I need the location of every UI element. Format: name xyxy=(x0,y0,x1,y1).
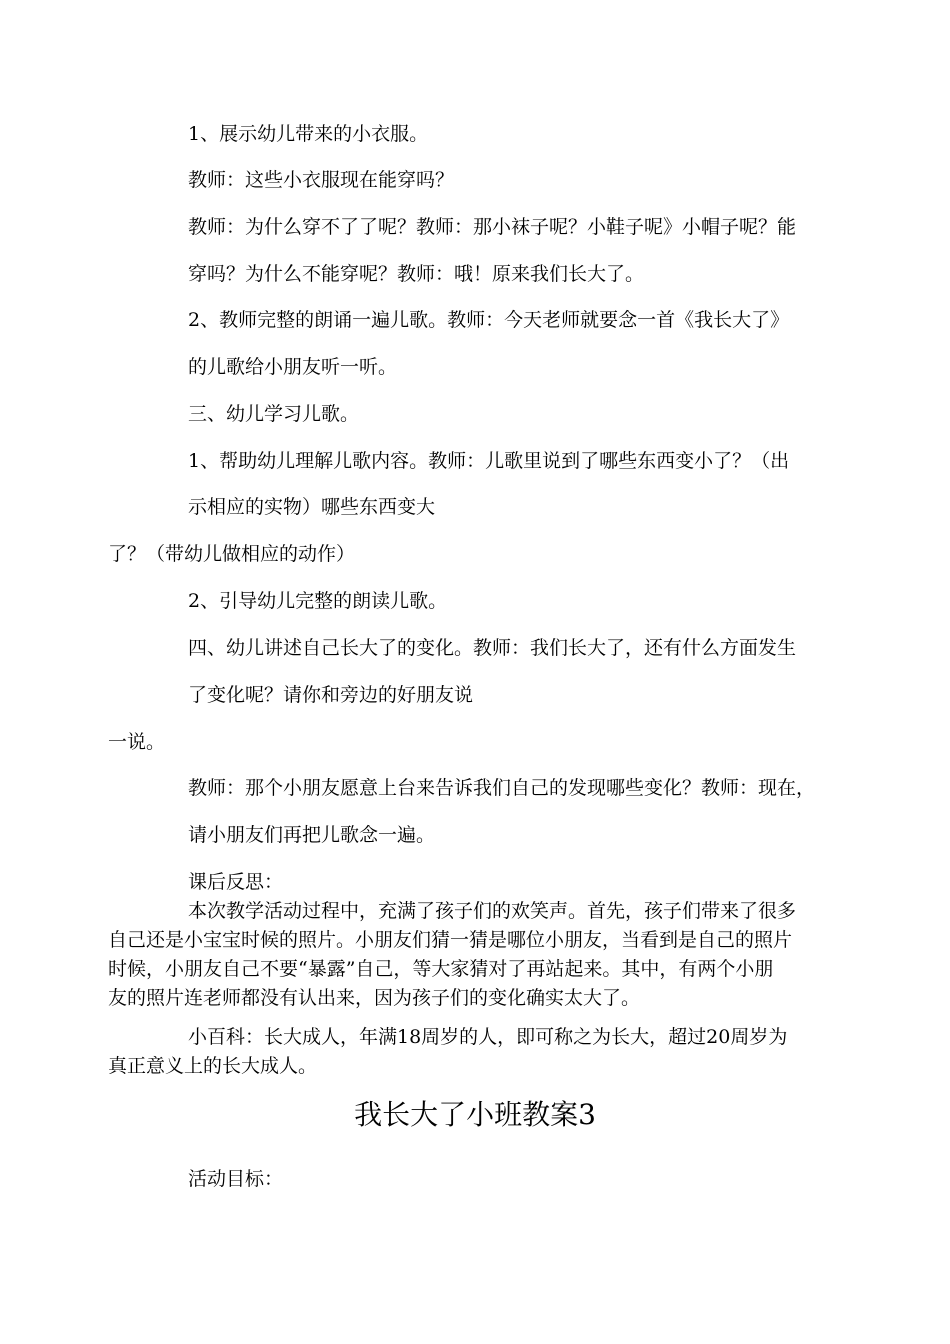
reflection-line: 友的照片连老师都没有认出来，因为孩子们的变化确实太大了。 xyxy=(108,987,641,1009)
reflection-line: 时候，小朋友自己不要“暴露”自己，等大家猜对了再站起来。其中，有两个小朋 xyxy=(108,958,774,980)
encyclopedia-line: 小百科：长大成人，年满18周岁的人，即可称之为长大，超过20周岁为 xyxy=(188,1026,788,1048)
text-line: 请小朋友们再把儿歌念一遍。 xyxy=(188,824,436,846)
text-line: 2、引导幼儿完整的朗读儿歌。 xyxy=(188,590,448,612)
text-line: 示相应的实物）哪些东西变大 xyxy=(188,496,436,518)
reflection-line: 自己还是小宝宝时候的照片。小朋友们猜一猜是哪位小朋友，当看到是自己的照片 xyxy=(108,929,793,951)
text-line: 一说。 xyxy=(108,731,166,753)
text-line: 1、展示幼儿带来的小衣服。 xyxy=(188,123,429,145)
text-line: 2、教师完整的朗诵一遍儿歌。教师：今天老师就要念一首《我长大了》 xyxy=(188,309,790,331)
text-line: 穿吗？为什么不能穿呢？教师：哦！原来我们长大了。 xyxy=(188,263,645,285)
section-title: 我长大了小班教案3 xyxy=(354,1098,596,1131)
text-line: 1、帮助幼儿理解儿歌内容。教师：儿歌里说到了哪些东西变小了？（出 xyxy=(188,450,790,472)
subsection-heading: 活动目标： xyxy=(188,1168,284,1190)
encyclopedia-line: 真正意义上的长大成人。 xyxy=(108,1055,318,1077)
reflection-line: 本次教学活动过程中，充满了孩子们的欢笑声。首先，孩子们带来了很多 xyxy=(188,900,797,922)
text-line: 教师：那个小朋友愿意上台来告诉我们自己的发现哪些变化？教师：现在， xyxy=(188,777,816,799)
reflection-heading: 课后反思： xyxy=(188,871,284,893)
section-heading: 三、幼儿学习儿歌。 xyxy=(188,403,360,425)
text-line: 教师：这些小衣服现在能穿吗？ xyxy=(188,169,455,191)
text-line: 了变化呢？请你和旁边的好朋友说 xyxy=(188,684,474,706)
text-line: 教师：为什么穿不了了呢？教师：那小袜子呢？小鞋子呢》小帽子呢？能 xyxy=(188,216,797,238)
text-line: 的儿歌给小朋友听一听。 xyxy=(188,356,398,378)
text-line: 了？（带幼儿做相应的动作） xyxy=(108,543,356,565)
section-heading: 四、幼儿讲述自己长大了的变化。教师：我们长大了，还有什么方面发生 xyxy=(188,637,797,659)
